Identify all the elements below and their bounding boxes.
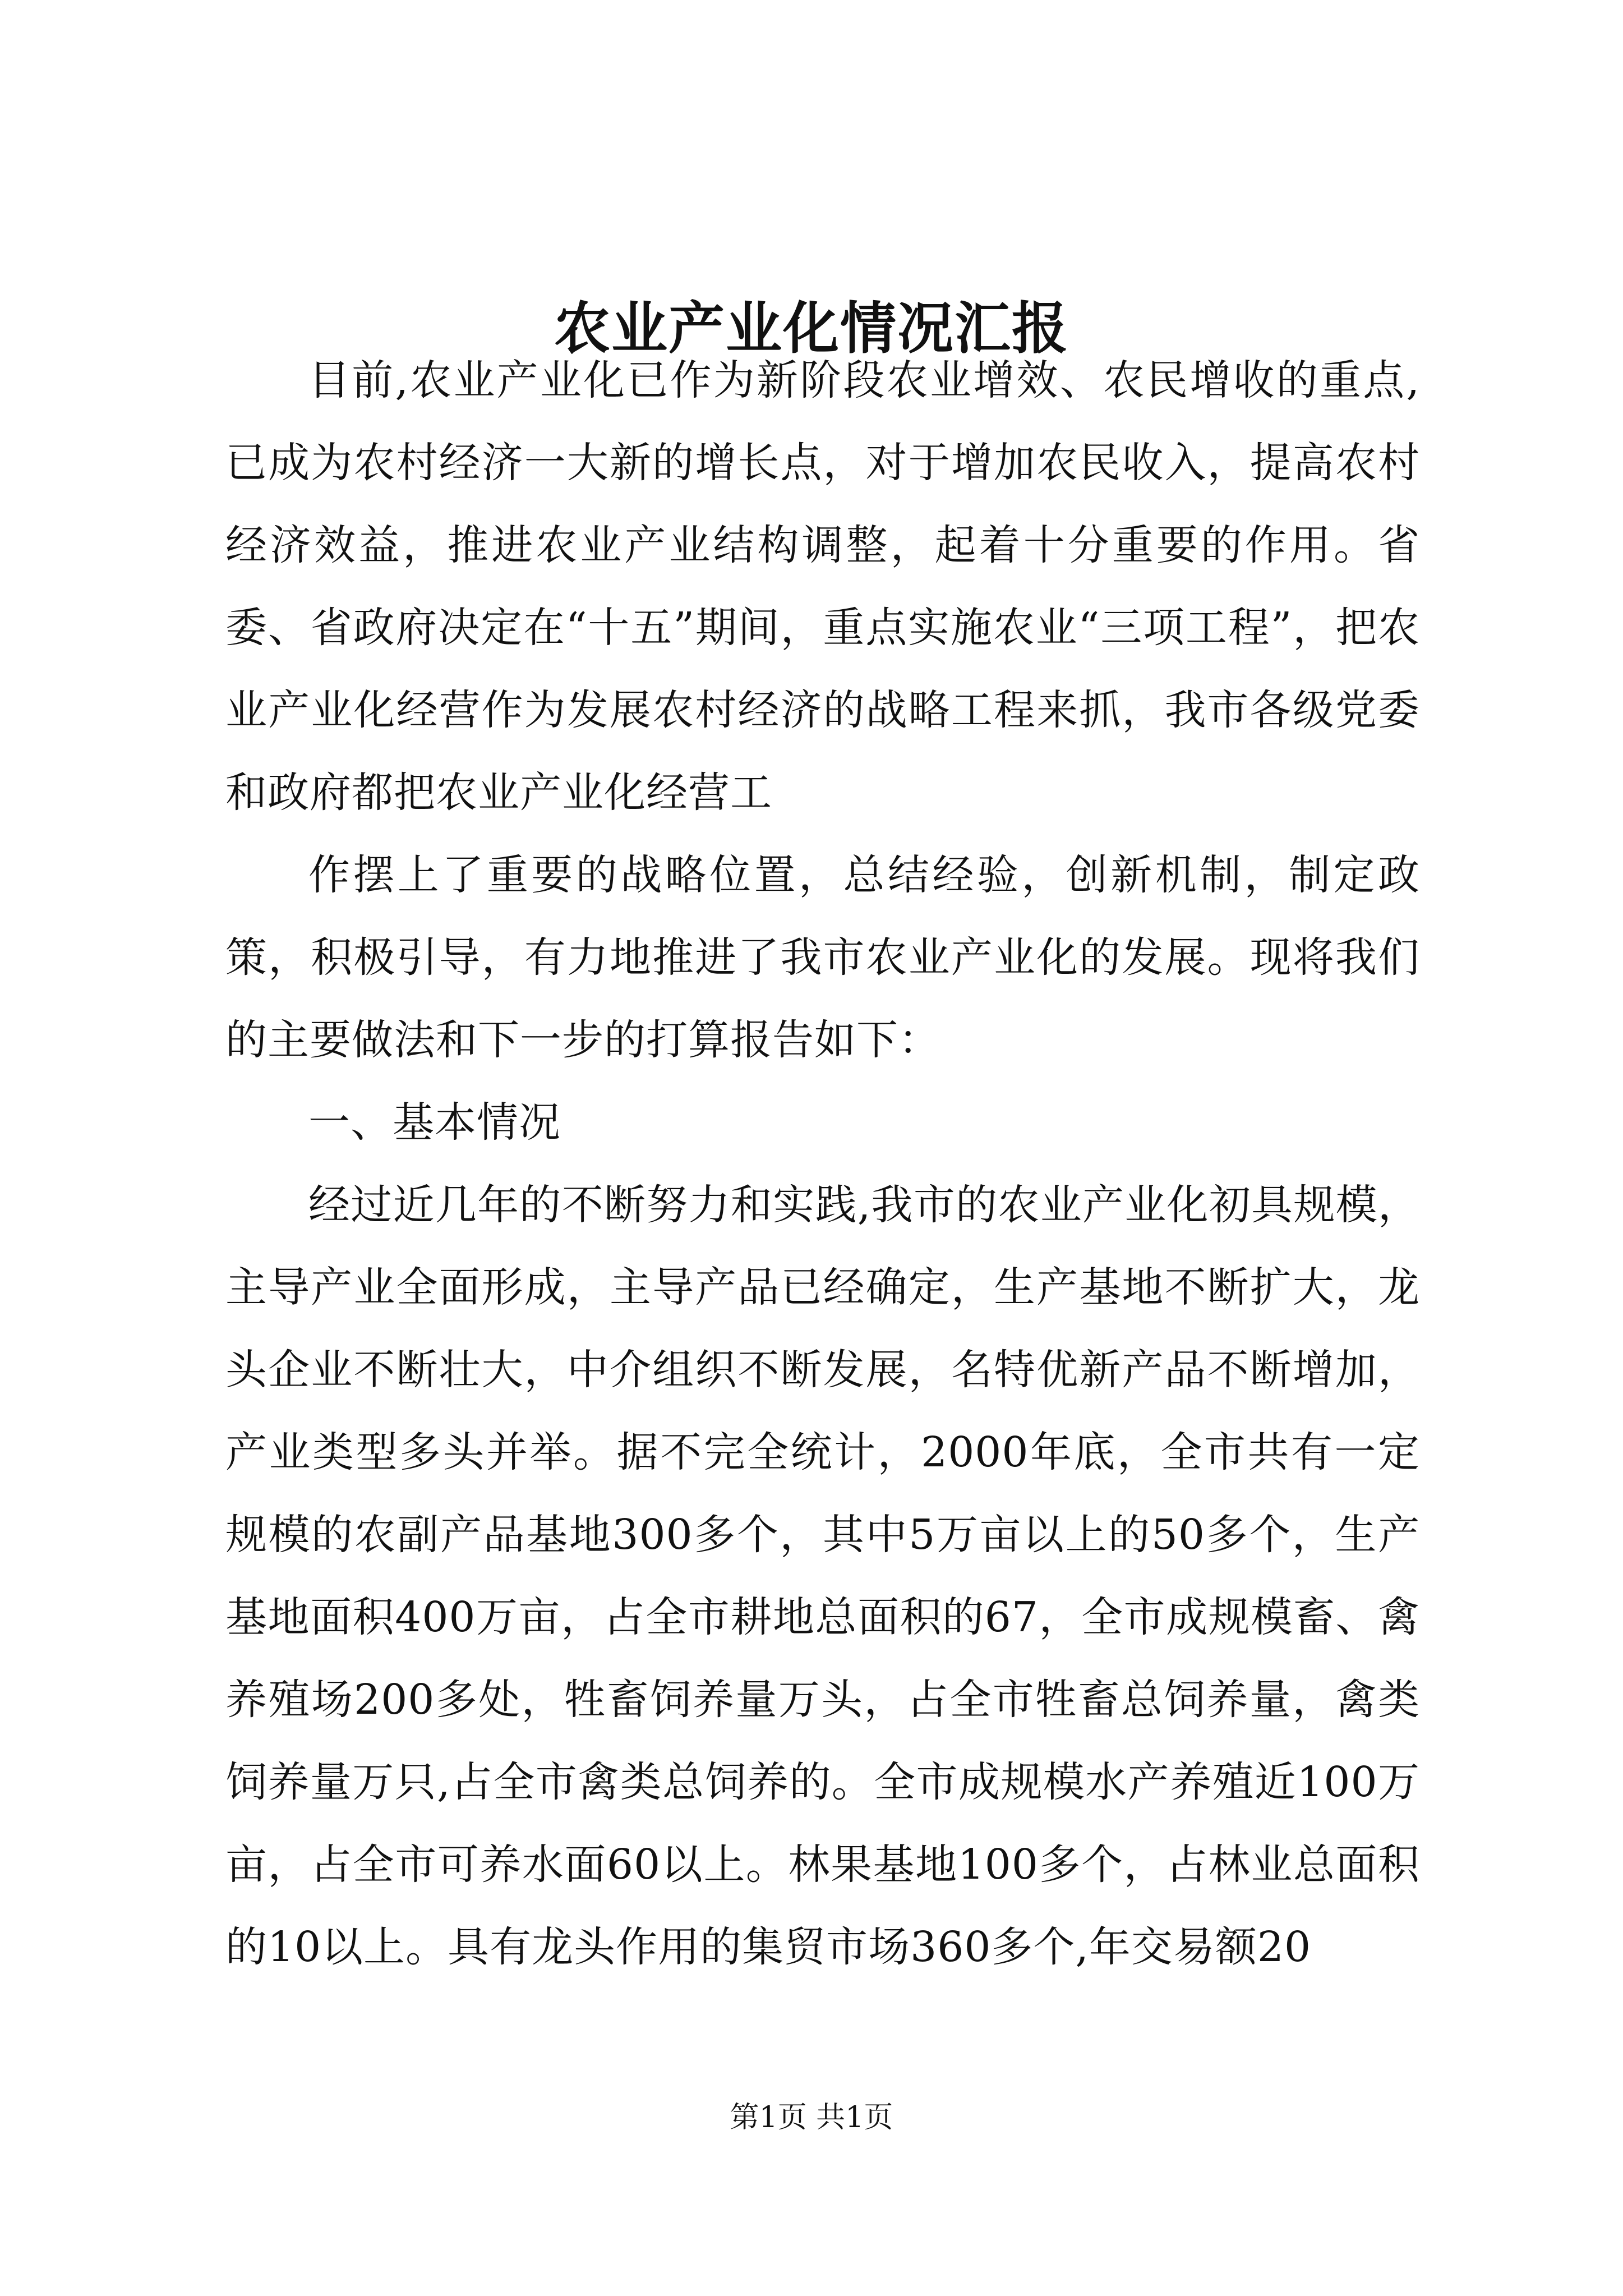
paragraph-intro: 目前,农业产业化已作为新阶段农业增效、农民增收的重点,已成为农村经济一大新的增长点，对于增加农民收入，提高农村经济效益，推进农业产业结构调整，起着十分重要的作用。省委、省政府决定在“十五”期间，重点实施农业“三项工程”，把农业产业化经营作为发展农村经济的战略工程来抓，我市各级党委和政府都把农业产业化经营工 — [225, 356, 1420, 817]
paragraph-continuation: 作摆上了重要的战略位置，总结经验，创新机制，制定政策，积极引导，有力地推进了我市农业产业化的发展。现将我们的主要做法和下一步的打算报告如下： — [225, 851, 1420, 1064]
document-title: 农业产业化情况汇报 — [554, 295, 1069, 361]
document-body — [225, 339, 1420, 1989]
section-heading-basic-situation: 一、基本情况 — [308, 1098, 561, 1147]
page-number-footer: 第1页 共1页 — [730, 2101, 893, 2134]
paragraph-statistics: 经过近几年的不断努力和实践,我市的农业产业化初具规模，主导产业全面形成，主导产品已经确定，生产基地不断扩大，龙头企业不断壮大，中介组织不断发展，名特优新产品不断增加，产业类型多头并举。据不完全统计，2000年底，全市共有一定规模的农副产品基地300多个，其中5万亩以上的50多个，生产基地面积400万亩，占全市耕地总面积的67，全市成规模畜、禽养殖场200多处，牲畜饲养量万头，占全市牲畜总饲养量，禽类饲养量万只,占全市禽类总饲养的。全市成规模水产养殖近100万亩，占全市可养水面60以上。林果基地100多个，占林业总面积的10以上。具有龙头作用的集贸市场360多个,年交易额20 — [225, 1181, 1420, 1971]
